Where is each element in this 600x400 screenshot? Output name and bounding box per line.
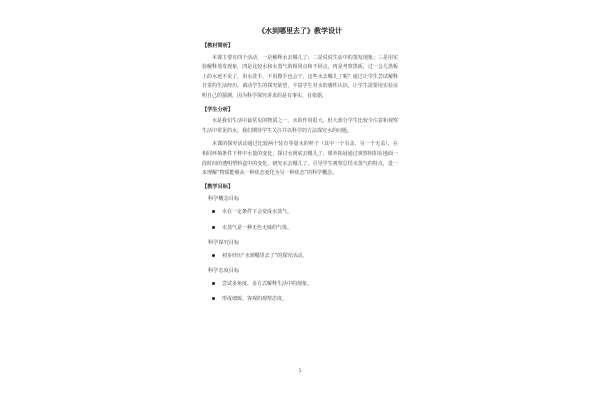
goal-item-text: 水蒸气是一种无色无味的气体。 xyxy=(222,224,293,231)
bullet-icon xyxy=(212,210,215,213)
section-textbook-analysis xyxy=(202,42,398,102)
goal-item-text: 初步经历“水到哪里去了”的探究活动。 xyxy=(222,252,308,259)
document-body xyxy=(202,26,398,311)
goal-item-text: 形成细致、客观的观察态度。 xyxy=(222,296,288,303)
section-heading: 【教学目标】 xyxy=(202,183,234,190)
goal-item xyxy=(212,224,398,234)
goal-group-label: 科学概念目标 xyxy=(208,196,240,203)
page-number: 1 xyxy=(298,369,302,374)
goal-item-text: 尝试多角度、多方式解释生活中的现象。 xyxy=(222,280,313,287)
section-teaching-goals xyxy=(202,183,398,305)
goal-item xyxy=(212,295,398,305)
goal-item-text: 水在一定条件下会变成水蒸气。 xyxy=(222,208,293,215)
bullet-icon xyxy=(212,226,215,229)
goal-item xyxy=(212,252,398,262)
paragraph: 水是我们生活中最常见的物质之一，水的作用很大，但大部分学生比较少注意和观察生活中常见的水，我们期待学生关注并以科学的方法探究水的问题。 xyxy=(202,118,398,134)
goal-item xyxy=(212,280,398,290)
paragraph: 本课的探究活动通过比较两个装有等量水的杯子（其中一个有盖，另一个无盖），在相同环境条件下杯中水量的变化，探讨水到底去哪儿了，课外拓展通过观察倒扣在地面一段时间的透明塑料盒中的变化，研究水去哪儿了，引导学生观察总结水蒸气的特点，进一步理解“物质能够从一种状态变化为另一种状态”的科学概念。 xyxy=(202,141,398,177)
section-heading: 【学生分析】 xyxy=(202,106,234,113)
paragraph: 本课主要有四个活动，一是解释水去哪儿了；二是说说生活中的蒸发现象；三是用实验解释蒸发现象，四是比较水和水蒸气的相同点和不同点，再是考察黑板，过一会儿黑板上的水迹不见了，用水洗手，不用擦手也会干，这些水去哪儿了呢？通过让学生尝试解释日常的生活经历，调动学生的探究欲望，丰富学生对水的感性认识，让学生需要用实验证明自己的猜测，因为科学探究讲求的是有事实，有依据。 xyxy=(202,54,398,99)
section-heading: 【教材简析】 xyxy=(202,43,234,49)
goal-item xyxy=(212,208,398,218)
bullet-icon xyxy=(212,282,215,285)
document-title: 《水到哪里去了》教学设计 xyxy=(258,27,342,35)
section-student-analysis xyxy=(202,106,398,179)
bullet-icon xyxy=(212,254,215,257)
goal-group-label: 科学态度目标 xyxy=(208,268,240,275)
goal-group-label: 科学探究目标 xyxy=(208,240,240,247)
bullet-icon xyxy=(212,297,215,300)
